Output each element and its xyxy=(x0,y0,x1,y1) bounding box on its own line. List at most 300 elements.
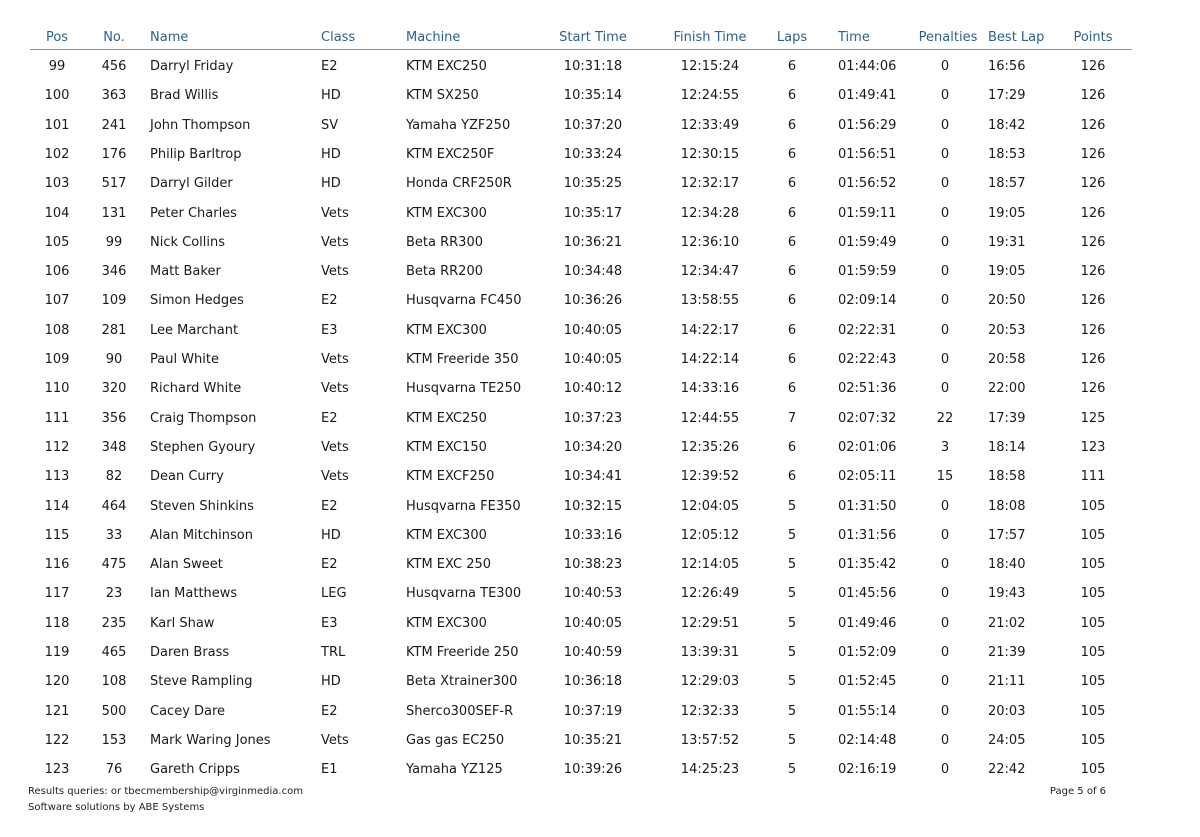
cell-laps: 6 xyxy=(787,117,797,133)
cell-points: 126 xyxy=(1080,322,1106,338)
cell-start-time: 10:40:05 xyxy=(563,615,623,631)
cell-no: 356 xyxy=(101,410,127,426)
cell-class: Vets xyxy=(321,264,349,280)
cell-class: Vets xyxy=(321,381,349,397)
cell-pos: 106 xyxy=(44,264,70,280)
cell-class: SV xyxy=(321,117,339,133)
cell-name: Gareth Cripps xyxy=(150,762,240,778)
cell-finish-time: 12:32:33 xyxy=(680,703,740,719)
header-finish-time[interactable]: Finish Time xyxy=(673,30,747,45)
cell-machine: Husqvarna TE250 xyxy=(406,381,522,397)
cell-points: 123 xyxy=(1080,439,1106,455)
cell-finish-time: 12:34:28 xyxy=(680,205,740,221)
cell-pos: 118 xyxy=(44,615,70,631)
cell-name: Philip Barltrop xyxy=(150,146,242,162)
cell-best-lap: 21:02 xyxy=(988,615,1026,631)
table-row xyxy=(0,701,1200,730)
cell-best-lap: 18:58 xyxy=(988,469,1026,485)
cell-time: 01:52:09 xyxy=(838,645,897,660)
cell-best-lap: 19:05 xyxy=(988,264,1026,280)
cell-finish-time: 12:30:15 xyxy=(680,146,740,162)
table-row xyxy=(0,496,1200,525)
cell-finish-time: 12:44:55 xyxy=(680,410,740,426)
cell-points: 105 xyxy=(1080,732,1106,748)
cell-class: Vets xyxy=(321,439,349,455)
cell-start-time: 10:36:21 xyxy=(563,234,623,250)
cell-points: 126 xyxy=(1080,59,1106,74)
cell-finish-time: 14:33:16 xyxy=(680,381,740,397)
cell-finish-time: 12:33:49 xyxy=(680,117,740,133)
cell-penalties: 15 xyxy=(936,469,954,485)
cell-laps: 5 xyxy=(787,762,797,778)
cell-finish-time: 12:04:05 xyxy=(680,498,740,514)
cell-finish-time: 12:26:49 xyxy=(680,586,740,602)
table-row xyxy=(0,408,1200,437)
table-row xyxy=(0,671,1200,700)
cell-points: 126 xyxy=(1080,205,1106,221)
cell-class: HD xyxy=(321,88,341,104)
header-time[interactable]: Time xyxy=(838,30,870,45)
cell-class: E2 xyxy=(321,498,338,514)
cell-start-time: 10:35:14 xyxy=(563,88,623,104)
cell-start-time: 10:36:18 xyxy=(563,674,623,690)
cell-best-lap: 20:58 xyxy=(988,352,1026,367)
cell-time: 02:16:19 xyxy=(838,762,897,778)
cell-time: 02:51:36 xyxy=(838,381,897,397)
table-row xyxy=(0,642,1200,671)
cell-penalties: 0 xyxy=(940,322,950,338)
cell-penalties: 0 xyxy=(940,615,950,631)
cell-start-time: 10:31:18 xyxy=(563,59,623,74)
cell-best-lap: 18:42 xyxy=(988,117,1026,133)
cell-time: 01:31:50 xyxy=(838,498,897,514)
cell-class: E2 xyxy=(321,293,338,309)
cell-machine: Sherco300SEF-R xyxy=(406,703,514,719)
cell-laps: 6 xyxy=(787,293,797,309)
cell-laps: 5 xyxy=(787,557,797,573)
cell-time: 01:35:42 xyxy=(838,557,897,573)
cell-class: E3 xyxy=(321,615,338,631)
cell-laps: 6 xyxy=(787,381,797,397)
cell-name: Mark Waring Jones xyxy=(150,732,271,748)
cell-points: 125 xyxy=(1080,410,1106,426)
cell-pos: 122 xyxy=(44,732,70,748)
table-row xyxy=(0,525,1200,554)
cell-pos: 116 xyxy=(44,557,70,573)
cell-machine: KTM EXC300 xyxy=(406,322,487,338)
cell-class: Vets xyxy=(321,205,349,221)
cell-name: Simon Hedges xyxy=(150,293,244,309)
cell-no: 517 xyxy=(101,176,127,192)
cell-finish-time: 12:36:10 xyxy=(680,234,740,250)
cell-pos: 115 xyxy=(44,527,70,543)
cell-start-time: 10:35:17 xyxy=(563,205,623,221)
cell-class: HD xyxy=(321,674,341,690)
cell-finish-time: 12:32:17 xyxy=(680,176,740,192)
cell-best-lap: 22:42 xyxy=(988,762,1026,778)
cell-class: Vets xyxy=(321,234,349,250)
cell-pos: 120 xyxy=(44,674,70,690)
cell-time: 02:07:32 xyxy=(838,410,897,426)
cell-class: E3 xyxy=(321,322,338,338)
cell-best-lap: 16:56 xyxy=(988,59,1026,74)
cell-pos: 105 xyxy=(44,234,70,250)
cell-laps: 6 xyxy=(787,439,797,455)
cell-class: E2 xyxy=(321,557,338,573)
cell-pos: 107 xyxy=(44,293,70,309)
cell-no: 465 xyxy=(101,645,127,660)
cell-laps: 6 xyxy=(787,88,797,104)
cell-best-lap: 19:05 xyxy=(988,205,1026,221)
table-row xyxy=(0,115,1200,144)
cell-no: 99 xyxy=(105,234,123,250)
cell-class: Vets xyxy=(321,732,349,748)
cell-machine: KTM SX250 xyxy=(406,88,479,104)
cell-penalties: 0 xyxy=(940,293,950,309)
cell-machine: KTM EXC300 xyxy=(406,205,487,221)
cell-time: 01:45:56 xyxy=(838,586,897,602)
cell-pos: 123 xyxy=(44,762,70,778)
cell-name: Peter Charles xyxy=(150,205,237,221)
cell-finish-time: 14:25:23 xyxy=(680,762,740,778)
header-class[interactable]: Class xyxy=(321,30,356,45)
cell-penalties: 0 xyxy=(940,88,950,104)
cell-start-time: 10:33:24 xyxy=(563,146,623,162)
cell-penalties: 0 xyxy=(940,527,950,543)
header-laps[interactable]: Laps xyxy=(776,30,808,45)
cell-best-lap: 17:57 xyxy=(988,527,1026,543)
cell-laps: 6 xyxy=(787,322,797,338)
cell-laps: 6 xyxy=(787,176,797,192)
cell-penalties: 0 xyxy=(940,59,950,74)
cell-points: 126 xyxy=(1080,146,1106,162)
cell-penalties: 0 xyxy=(940,498,950,514)
cell-machine: KTM EXC250 xyxy=(406,410,487,426)
cell-name: Paul White xyxy=(150,352,220,367)
cell-pos: 112 xyxy=(44,439,70,455)
cell-penalties: 0 xyxy=(940,234,950,250)
cell-machine: Yamaha YZF250 xyxy=(406,117,511,133)
cell-start-time: 10:35:25 xyxy=(563,176,623,192)
cell-best-lap: 17:39 xyxy=(988,410,1026,426)
cell-finish-time: 14:22:14 xyxy=(680,352,740,367)
cell-time: 01:49:46 xyxy=(838,615,897,631)
cell-class: HD xyxy=(321,176,341,192)
cell-points: 126 xyxy=(1080,264,1106,280)
cell-machine: Husqvarna TE300 xyxy=(406,586,522,602)
cell-name: Cacey Dare xyxy=(150,703,226,719)
table-row xyxy=(0,232,1200,261)
cell-name: Matt Baker xyxy=(150,264,221,280)
cell-penalties: 0 xyxy=(940,703,950,719)
cell-machine: KTM EXC250 xyxy=(406,59,487,74)
cell-penalties: 0 xyxy=(940,557,950,573)
results-queries-note: Results queries: or tbecmembership@virginmedia.com xyxy=(28,786,303,797)
cell-machine: KTM Freeride 250 xyxy=(406,645,519,660)
cell-penalties: 0 xyxy=(940,205,950,221)
cell-pos: 103 xyxy=(44,176,70,192)
cell-machine: Beta Xtrainer300 xyxy=(406,674,518,690)
cell-no: 348 xyxy=(101,439,127,455)
cell-pos: 102 xyxy=(44,146,70,162)
cell-no: 109 xyxy=(101,293,127,309)
cell-points: 126 xyxy=(1080,88,1106,104)
cell-best-lap: 21:11 xyxy=(988,674,1026,690)
cell-finish-time: 12:39:52 xyxy=(680,469,740,485)
cell-class: Vets xyxy=(321,469,349,485)
cell-best-lap: 18:57 xyxy=(988,176,1026,192)
cell-no: 320 xyxy=(101,381,127,397)
table-row xyxy=(0,85,1200,114)
cell-no: 76 xyxy=(105,762,123,778)
table-row xyxy=(0,320,1200,349)
cell-penalties: 0 xyxy=(940,176,950,192)
cell-time: 02:14:48 xyxy=(838,732,897,748)
cell-time: 01:56:52 xyxy=(838,176,897,192)
cell-start-time: 10:38:23 xyxy=(563,557,623,573)
cell-best-lap: 20:53 xyxy=(988,322,1026,338)
cell-name: Daren Brass xyxy=(150,645,230,660)
cell-start-time: 10:40:59 xyxy=(563,645,623,660)
table-row xyxy=(0,437,1200,466)
cell-points: 105 xyxy=(1080,498,1106,514)
cell-best-lap: 20:50 xyxy=(988,293,1026,309)
cell-pos: 121 xyxy=(44,703,70,719)
cell-penalties: 0 xyxy=(940,762,950,778)
cell-no: 176 xyxy=(101,146,127,162)
cell-penalties: 0 xyxy=(940,645,950,660)
cell-class: E2 xyxy=(321,59,338,74)
table-row xyxy=(0,203,1200,232)
table-row xyxy=(0,173,1200,202)
cell-no: 33 xyxy=(105,527,123,543)
cell-laps: 6 xyxy=(787,205,797,221)
cell-name: Steve Rampling xyxy=(150,674,253,690)
cell-points: 126 xyxy=(1080,234,1106,250)
cell-pos: 114 xyxy=(44,498,70,514)
cell-points: 105 xyxy=(1080,703,1106,719)
cell-best-lap: 18:40 xyxy=(988,557,1026,573)
cell-points: 126 xyxy=(1080,117,1106,133)
cell-start-time: 10:39:26 xyxy=(563,762,623,778)
cell-laps: 5 xyxy=(787,732,797,748)
cell-no: 241 xyxy=(101,117,127,133)
cell-points: 105 xyxy=(1080,645,1106,660)
cell-pos: 100 xyxy=(44,88,70,104)
cell-penalties: 0 xyxy=(940,146,950,162)
cell-laps: 6 xyxy=(787,234,797,250)
cell-laps: 5 xyxy=(787,615,797,631)
header-divider xyxy=(30,49,1132,50)
cell-name: Karl Shaw xyxy=(150,615,215,631)
table-row xyxy=(0,466,1200,495)
cell-start-time: 10:34:41 xyxy=(563,469,623,485)
cell-points: 126 xyxy=(1080,176,1106,192)
cell-laps: 6 xyxy=(787,469,797,485)
cell-class: E1 xyxy=(321,762,338,778)
cell-time: 01:52:45 xyxy=(838,674,897,690)
cell-no: 82 xyxy=(105,469,123,485)
cell-points: 126 xyxy=(1080,381,1106,397)
cell-time: 01:59:11 xyxy=(838,205,897,221)
cell-no: 464 xyxy=(101,498,127,514)
cell-points: 105 xyxy=(1080,557,1106,573)
cell-start-time: 10:34:20 xyxy=(563,439,623,455)
cell-laps: 7 xyxy=(787,410,797,426)
cell-time: 01:59:49 xyxy=(838,234,897,250)
cell-class: LEG xyxy=(321,586,347,602)
cell-points: 105 xyxy=(1080,586,1106,602)
cell-class: E2 xyxy=(321,703,338,719)
cell-start-time: 10:36:26 xyxy=(563,293,623,309)
cell-pos: 119 xyxy=(44,645,70,660)
cell-pos: 99 xyxy=(48,59,66,74)
cell-start-time: 10:40:12 xyxy=(563,381,623,397)
cell-pos: 109 xyxy=(44,352,70,367)
cell-machine: Gas gas EC250 xyxy=(406,732,505,748)
cell-points: 105 xyxy=(1080,527,1106,543)
cell-laps: 6 xyxy=(787,59,797,74)
cell-name: Stephen Gyoury xyxy=(150,439,256,455)
cell-machine: KTM EXC 250 xyxy=(406,557,492,573)
cell-laps: 6 xyxy=(787,264,797,280)
table-row xyxy=(0,56,1200,85)
cell-laps: 5 xyxy=(787,498,797,514)
cell-no: 500 xyxy=(101,703,127,719)
cell-machine: KTM Freeride 350 xyxy=(406,352,519,367)
table-row xyxy=(0,144,1200,173)
cell-penalties: 3 xyxy=(940,439,950,455)
cell-time: 02:22:43 xyxy=(838,352,897,367)
cell-class: TRL xyxy=(321,645,346,660)
table-header xyxy=(0,28,1200,50)
cell-best-lap: 18:14 xyxy=(988,439,1026,455)
cell-no: 153 xyxy=(101,732,127,748)
table-row xyxy=(0,583,1200,612)
cell-finish-time: 13:39:31 xyxy=(680,645,740,660)
cell-penalties: 0 xyxy=(940,352,950,367)
cell-name: Steven Shinkins xyxy=(150,498,254,514)
cell-best-lap: 22:00 xyxy=(988,381,1026,397)
cell-points: 105 xyxy=(1080,762,1106,778)
cell-finish-time: 12:24:55 xyxy=(680,88,740,104)
cell-laps: 6 xyxy=(787,352,797,367)
cell-class: HD xyxy=(321,146,341,162)
cell-no: 475 xyxy=(101,557,127,573)
cell-laps: 5 xyxy=(787,645,797,660)
cell-pos: 113 xyxy=(44,469,70,485)
cell-name: Brad Willis xyxy=(150,88,219,104)
cell-machine: KTM EXC300 xyxy=(406,527,487,543)
header-machine[interactable]: Machine xyxy=(406,30,461,45)
cell-finish-time: 14:22:17 xyxy=(680,322,740,338)
cell-no: 23 xyxy=(105,586,123,602)
cell-machine: KTM EXC250F xyxy=(406,146,495,162)
cell-no: 346 xyxy=(101,264,127,280)
cell-no: 131 xyxy=(101,205,127,221)
cell-name: John Thompson xyxy=(150,117,251,133)
cell-finish-time: 12:15:24 xyxy=(680,59,740,74)
cell-points: 111 xyxy=(1080,469,1106,485)
cell-class: HD xyxy=(321,527,341,543)
cell-name: Nick Collins xyxy=(150,234,226,250)
cell-best-lap: 19:31 xyxy=(988,234,1026,250)
cell-name: Darryl Gilder xyxy=(150,176,233,192)
cell-laps: 5 xyxy=(787,586,797,602)
cell-machine: Husqvarna FC450 xyxy=(406,293,522,309)
cell-name: Alan Mitchinson xyxy=(150,527,253,543)
cell-laps: 5 xyxy=(787,703,797,719)
table-row xyxy=(0,349,1200,378)
cell-machine: Husqvarna FE350 xyxy=(406,498,521,514)
cell-machine: KTM EXCF250 xyxy=(406,469,495,485)
header-pos[interactable]: Pos xyxy=(45,30,69,45)
table-row xyxy=(0,730,1200,759)
cell-laps: 5 xyxy=(787,674,797,690)
cell-pos: 110 xyxy=(44,381,70,397)
header-no[interactable]: No. xyxy=(103,30,125,45)
cell-class: E2 xyxy=(321,410,338,426)
cell-no: 281 xyxy=(101,322,127,338)
cell-penalties: 0 xyxy=(940,732,950,748)
cell-best-lap: 18:08 xyxy=(988,498,1026,514)
cell-finish-time: 12:05:12 xyxy=(680,527,740,543)
header-best-lap[interactable]: Best Lap xyxy=(988,30,1045,45)
cell-best-lap: 20:03 xyxy=(988,703,1026,719)
cell-no: 90 xyxy=(105,352,123,367)
header-points[interactable]: Points xyxy=(1073,30,1113,45)
cell-start-time: 10:37:23 xyxy=(563,410,623,426)
cell-penalties: 22 xyxy=(936,410,954,426)
header-start-time[interactable]: Start Time xyxy=(559,30,627,45)
cell-finish-time: 12:14:05 xyxy=(680,557,740,573)
cell-start-time: 10:37:20 xyxy=(563,117,623,133)
cell-time: 02:05:11 xyxy=(838,469,897,485)
header-name[interactable]: Name xyxy=(150,30,189,45)
cell-laps: 6 xyxy=(787,146,797,162)
cell-penalties: 0 xyxy=(940,381,950,397)
cell-machine: Yamaha YZ125 xyxy=(406,762,503,778)
cell-pos: 117 xyxy=(44,586,70,602)
cell-finish-time: 12:29:03 xyxy=(680,674,740,690)
cell-machine: Honda CRF250R xyxy=(406,176,512,192)
cell-finish-time: 12:29:51 xyxy=(680,615,740,631)
cell-time: 01:44:06 xyxy=(838,59,897,74)
cell-pos: 101 xyxy=(44,117,70,133)
cell-time: 01:55:14 xyxy=(838,703,897,719)
cell-start-time: 10:32:15 xyxy=(563,498,623,514)
table-row xyxy=(0,554,1200,583)
cell-name: Lee Marchant xyxy=(150,322,239,338)
cell-name: Ian Matthews xyxy=(150,586,238,602)
cell-no: 363 xyxy=(101,88,127,104)
cell-time: 02:01:06 xyxy=(838,439,897,455)
table-row xyxy=(0,378,1200,407)
table-row xyxy=(0,290,1200,319)
header-penalties[interactable]: Penalties xyxy=(918,30,978,45)
cell-machine: Beta RR200 xyxy=(406,264,483,280)
cell-machine: KTM EXC300 xyxy=(406,615,487,631)
cell-pos: 104 xyxy=(44,205,70,221)
cell-name: Dean Curry xyxy=(150,469,224,485)
cell-points: 126 xyxy=(1080,293,1106,309)
cell-penalties: 0 xyxy=(940,674,950,690)
cell-time: 01:49:41 xyxy=(838,88,897,104)
cell-penalties: 0 xyxy=(940,264,950,280)
cell-class: Vets xyxy=(321,352,349,367)
cell-pos: 111 xyxy=(44,410,70,426)
cell-pos: 108 xyxy=(44,322,70,338)
